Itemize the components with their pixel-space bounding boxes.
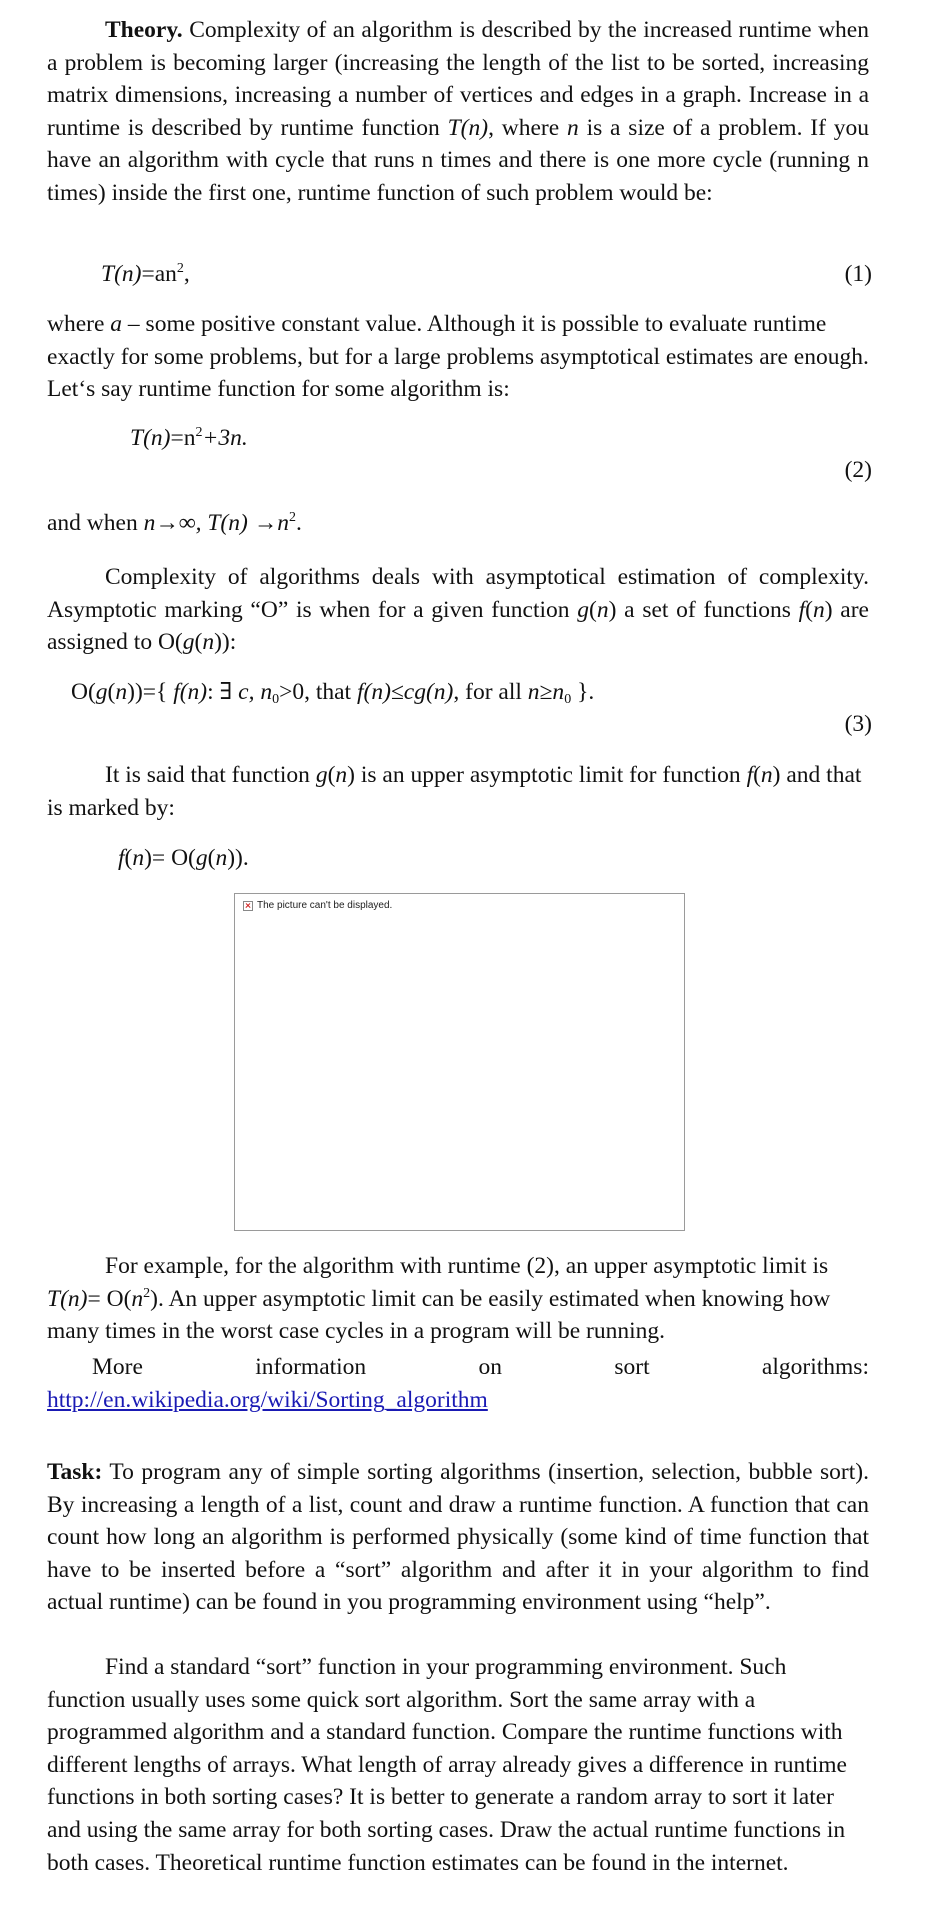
sorting-algorithm-link[interactable]: http://en.wikipedia.org/wiki/Sorting_algorithm — [47, 1387, 488, 1413]
more-info-line: More information on sort algorithms: — [92, 1354, 869, 1380]
broken-image-icon — [243, 901, 253, 911]
upper-limit-paragraph: It is said that function g(n) is an upper asymptotic limit for function f(n) and that is marked by: — [47, 762, 862, 821]
equation-2: $T(n)=n^2+3n$. — [130, 425, 248, 451]
broken-image-placeholder — [234, 893, 685, 1231]
link-line — [47, 1384, 869, 1417]
equation-2-number: (2) — [844, 457, 872, 483]
equation-4: f(n)= O(g(n)). — [118, 845, 249, 871]
task-heading: Task: — [47, 1459, 103, 1485]
asymptotic-paragraph: Complexity of algorithms deals with asymptotical estimation of complexity. Asymptotic marking “O” is when for a given function g(n) a set of functions f(n) are assigned to O(g(n)): — [47, 564, 869, 656]
sort-comparison-paragraph: Find a standard “sort” function in your programming environment. Such function usually uses some quick sort algorithm. Sort the same array with a programmed algorithm and a standard function. Compare the runtime functions with different lengths of arrays. What length of array already gives a difference in runtime functions in both sorting cases? It is better to generate a random array to sort it later and using the same array for both sorting cases. Draw the actual runtime functions in both cases. Theoretical runtime function estimates can be found in the internet. — [47, 1654, 847, 1876]
task-paragraph: Task: To program any of simple sorting algorithms (insertion, selection, bubble sort). By increasing a length of a list, count and draw a runtime function. A function that can count how long an algorithm is performed physically (some kind of time function that have to be inserted before a “sort” algorithm and after it in your algorithm to find actual runtime) can be found in you programming environment using “help”. — [47, 1459, 869, 1616]
theory-heading: Theory. — [105, 17, 183, 43]
equation-3: O(g(n))={ f(n): ∃ c, $n_0>0$, that f(n)≤cg(n), for all $n\ge n_0$ }. — [71, 679, 595, 707]
equation-3-number: (3) — [844, 711, 872, 737]
theory-paragraph: Theory. Complexity of an algorithm is described by the increased runtime when a problem is becoming larger (increasing the length of the list to be sorted, increasing matrix dimensions, increasing a number of vertices and edges in a graph. Increase in a runtime is described by runtime function T(n), where n is a size of a problem. If you have an algorithm with cycle that runs n times and there is one more cycle (running n times) inside the first one, runtime function of such problem would be: — [47, 17, 869, 206]
limit-line: and when n→∞, $T(n) \to n^2$. — [47, 510, 302, 536]
equation-1-number: (1) — [844, 261, 872, 287]
example-paragraph: For example, for the algorithm with runtime (2), an upper asymptotic limit is $T(n)= O(n^2)$. An upper asymptotic limit can be easily estimated when knowing how many times in the worst case cycles in a program will be running. — [47, 1253, 831, 1345]
equation-1: $T(n)=an^2$, — [101, 261, 190, 287]
broken-image-label: The picture can't be displayed. — [243, 900, 392, 911]
runtime-paragraph: where a – some positive constant value. Although it is possible to evaluate runtime exactly for some problems, but for a large problems asymptotical estimates are enough. Let‘s say runtime function for some algorithm is: — [47, 311, 869, 403]
